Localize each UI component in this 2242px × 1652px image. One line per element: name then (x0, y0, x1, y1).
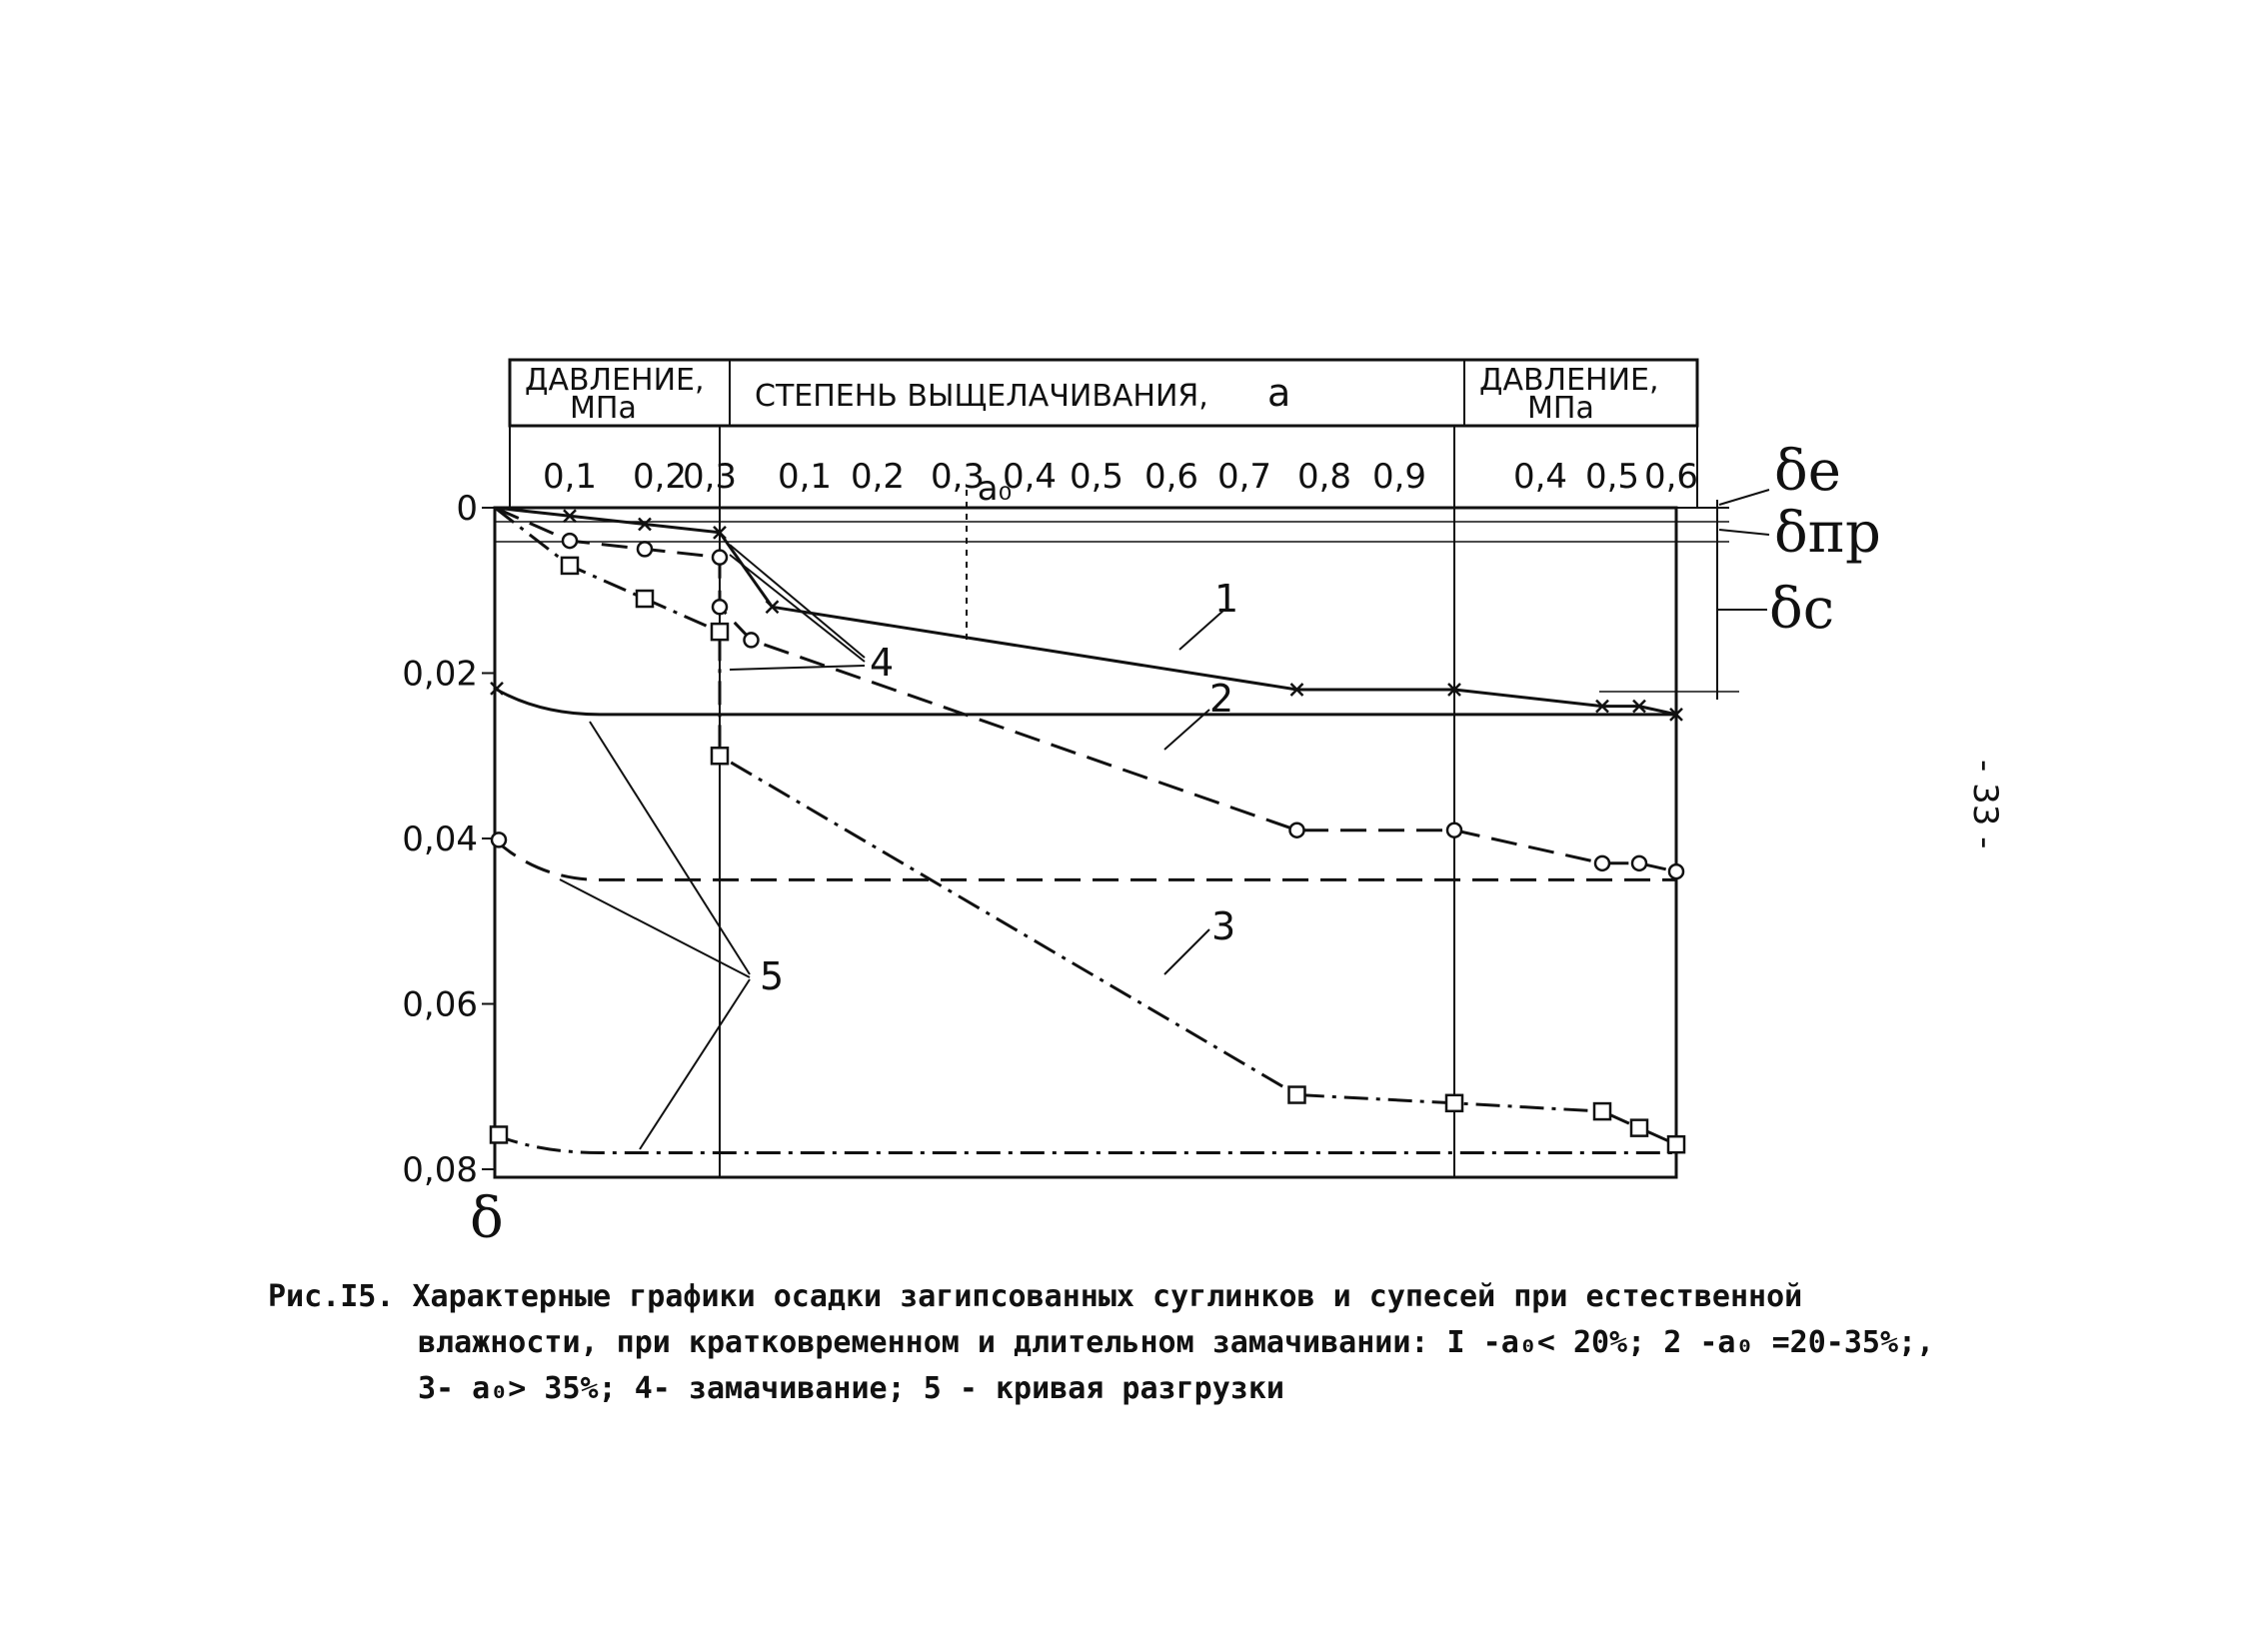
series-2-point (713, 551, 727, 565)
x-tick-label-middle: 0,8 (1296, 457, 1352, 497)
page-number: - 33 - (1965, 760, 2005, 849)
markers-group (491, 510, 1684, 1152)
series-3-point (712, 624, 728, 640)
series-2-point (713, 600, 727, 614)
dim-leader-e (1719, 490, 1769, 505)
side-label-e: δe (1774, 439, 1841, 504)
x-tick-label-middle: 0,9 (1371, 457, 1427, 497)
curve-label-4: 4 (870, 641, 895, 685)
series-2-unloading (495, 839, 1676, 879)
x-tick-label-left: 0,2 (632, 457, 688, 497)
series-2-point (638, 542, 652, 556)
series-1-line (495, 508, 1676, 715)
curve-label-1: 1 (1214, 577, 1239, 621)
curve-label-5: 5 (760, 954, 785, 998)
series-1-unloading (495, 689, 1676, 715)
series-2-point (1290, 824, 1304, 837)
x-tick-label-middle: 0,6 (1143, 457, 1199, 497)
series-2-line (495, 508, 1676, 871)
x-tick-label-middle: 0,2 (850, 457, 906, 497)
side-label-pr: δпр (1774, 501, 1881, 566)
series-3-point (1594, 1103, 1610, 1119)
leader-3 (1164, 929, 1209, 974)
x-tick-label-middle: 0,5 (1069, 457, 1124, 497)
dim-leader-pr (1719, 530, 1769, 535)
series-3-point (562, 558, 578, 574)
series-3-point (1446, 1095, 1462, 1111)
header-right-line1: ДАВЛЕНИЕ, (1479, 363, 1659, 398)
x-tick-label-middle: 0,1 (777, 457, 833, 497)
figure-caption (268, 1274, 2067, 1412)
y-tick-label: 0,02 (402, 654, 478, 695)
series-3-unloading-point (491, 1126, 507, 1142)
x-tick-label-right: 0,6 (1643, 457, 1699, 497)
series-2-point (745, 633, 759, 647)
series-3-line (495, 508, 1676, 1144)
y-tick-label: 0,04 (402, 820, 478, 859)
series-3-point (637, 591, 653, 607)
header-middle-symbol: a (1267, 371, 1291, 415)
series-3-point (712, 748, 728, 764)
curve-label-3: 3 (1211, 904, 1236, 948)
unloading-group (495, 689, 1676, 1153)
x-ticks (543, 457, 1698, 509)
x-tick-label-left: 0,3 (682, 457, 738, 497)
leader-4c (730, 666, 865, 670)
y-tick-label: 0,06 (402, 984, 478, 1025)
caption-line-1: Рис.I5. Характерные графики осадки загипсованных суглинков и супесей при естественной (268, 1279, 1803, 1314)
a0-marker-label: a₀ (977, 469, 1013, 509)
series-3-unloading (495, 1134, 1676, 1152)
series-group (495, 508, 1676, 1144)
x-tick-label-middle: 0,4 (1002, 457, 1058, 497)
series-2-point (1669, 864, 1683, 878)
caption-line-3: 3- a₀> 35%; 4- замачивание; 5 - кривая разгрузки (418, 1371, 1284, 1406)
y-tick-label: 0,08 (402, 1150, 478, 1190)
header-left-line2: МПа (570, 391, 637, 426)
curve-label-2: 2 (1209, 677, 1234, 721)
header-right-line2: МПа (1527, 391, 1594, 426)
x-tick-label-right: 0,4 (1512, 457, 1568, 497)
plot-frame (495, 508, 1676, 1177)
series-2-point (1632, 856, 1646, 870)
x-tick-label-middle: 0,7 (1216, 457, 1272, 497)
caption-line-2: влажности, при кратковременном и длительном замачивании: I -a₀< 20%; 2 -a₀ =20-35%;, (418, 1325, 1935, 1360)
side-label-c: δc (1769, 577, 1835, 642)
series-3-point (1668, 1136, 1684, 1152)
series-2-unloading-point (492, 832, 506, 846)
series-2-point (563, 534, 577, 548)
x-tick-label-left: 0,1 (542, 457, 598, 497)
series-2-point (1447, 824, 1461, 837)
y-ticks (402, 489, 495, 1190)
series-3-point (1289, 1087, 1305, 1103)
series-1-unloading-point (491, 683, 503, 695)
x-tick-label-middle: 0,3 (930, 457, 986, 497)
leader-5c (640, 979, 750, 1149)
x-tick-label-right: 0,5 (1584, 457, 1640, 497)
series-3-point (1631, 1120, 1647, 1136)
y-axis-label: δ (470, 1186, 504, 1251)
header-middle: СТЕПЕНЬ ВЫЩЕЛАЧИВАНИЯ, (755, 379, 1208, 414)
header-left-line1: ДАВЛЕНИЕ, (525, 363, 705, 398)
series-2-point (1595, 856, 1609, 870)
y-tick-label: 0 (456, 489, 478, 529)
